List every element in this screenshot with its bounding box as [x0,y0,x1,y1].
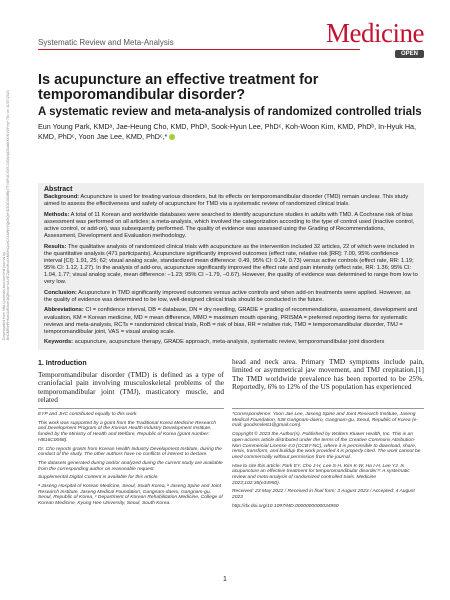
paper-subtitle: A systematic review and meta-analysis of randomized controlled trials [38,106,422,118]
open-access-badge: OPEN [395,50,424,58]
abstract-abbreviations [44,307,418,335]
intro-text-left: Temporomandibular disorder (TMD) is defined as a type of craniofacial pain involving musculoskeletal problems of the temporomandibular joint (TMJ), masticatory muscle, and related [38,370,224,405]
abstract-box [38,183,424,350]
journal-logo: Medicine [326,18,424,48]
footnote: Dr. Cho reports grants from Korean Health Industry Development Institute, during the conduct of the study. The other authors have no conflicts of interest to declare. [38,446,222,458]
abstract-keywords [44,339,418,346]
footnotes-right [232,412,424,513]
download-side-note: Downloaded from http://journals.lww.com/md-journal by BhDMf5ePHKav1zEoum1tQfN4a+kJLhEZgbsIHo4XMi0hCywCX1AWnYQp/IlQrHD3i3D0OdRyi7TvSFl4Cf3VC4/OAVpDDa8KKGKV0Ymy+78= on 11/07/2023 [2,90,11,340]
intro-right-column [232,357,424,392]
footnotes-left [38,412,224,510]
citation-note: How to cite this article: Park EY, Cho J-H, Lee S-H, Kim K-W, Ha I-H, Lee YJ. Is acupuncture an effective treatment for temporomandibular disorder?: A systematic review and meta-analysis of randomized controlled trials. Medicine 2023;102:38(e34950). [232,463,410,486]
footnote: EYP and JHC contributed equally to this work. [38,412,138,417]
methods-label: Methods: [44,211,70,218]
title-block [38,73,424,142]
dates-note: Received: 23 May 2022 / Received in final form: 3 August 2023 / Accepted: 4 August 2023 [232,489,415,501]
abstract-conclusion [44,290,418,304]
keywords-text: acupuncture, acupuncture therapy, GRADE approach, meta-analysis, systematic review, temporomandibular joint disorders [74,339,385,346]
background-label: Background: [44,194,80,201]
footnote: This work was supported by a grant from the Traditional Korea Medicine Research and Development Program of the Korean Health Industry Development Institute, funded by the Ministry of Health and Welfare, Republic of Korea (grant number: HB16C0058). [38,420,216,443]
abstract-background [44,194,418,208]
authors-text: Eun Young Park, KMDᵃ, Jae-Heung Cho, KMD, PhDᵇ, Sook-Hyun Lee, PhDᶜ, Koh-Woon Kim, KMD, PhDᵇ, In-Hyuk Ha, KMD, PhDᶜ, Yoon Jae Lee, KMD, PhDᶜ,* [38,122,417,141]
background-text: Acupuncture is used for treating various disorders, but its effects on temporomandibular disorder (TMD) remain unclear. This study aimed to assess the effectiveness and safety of acupuncture for TMD via a systematic review of randomized clinical trials. [44,194,409,208]
correspondence-note: *Correspondence: Yoon Jae Lee, Jaseng Spine and Joint Research Institute, Jaseng Medical Foundation, 538 Gangnam-daero, Gangnam-gu, Seoul, Republic of Korea (e-mail: goodsmile81@gmail.com). [232,412,418,429]
footnote-affiliations: ᵃ Jaseng Hospital of Korean Medicine, Seoul, South Korea, ᵇ Jaseng Spine and Joint Research Institute, Jaseng Medical Foundation, Gangnam-daero, Gangnam-gu, Seoul, Republic of Korea, ᶜ Department of Korean Rehabilitation Medicine, College of Korean Medicine, Kyung Hee University, Seoul, South Korea. [38,484,223,507]
paper-title: Is acupuncture an effective treatment for temporomandibular disorder? [38,72,319,103]
results-text: The qualitative analysis of randomized clinical trials with acupuncture as the intervention included 32 articles, 22 of which were included in the quantitative analysis (471 participants). Acupuncture significantly improved outcomes (effect rate, relative risk [RR]: 7.00, 95% confidence interval [CI]: 1.91, 25; 62; visual analog scale, standardized mean difference: 0.49, 95% CI: 0.24, 0.73) versus active controls (effect rate, RR: 1.19; 95% CI: 1.12, 1.27). In the analysis of add-ons, acupuncture significantly improved the effect rate and pain intensity (effect rate, RR: 1.36; 95% CI: 1.04, 1.77; visual analog scale, mean difference: −1.23; 95% CI −1.79, −0.67). However, the quality of evidence was determined to range from low to very low. [44,243,418,286]
abbreviations-text: CI = confidence interval, DB = database, DN = dry needling, GRADE = grading of recommendations, assessment, development and evaluation, KM = Korean medicine, MD = mean difference, MMO = maximum mouth opening, PRISMA = preferred reporting items for systematic reviews and meta-analysis, RCTs = randomized clinical trials, RoB = risk of bias, RR = relative risk, TMD = temporomandibular disorder, TMJ = temporomandibular joint, VAS = visual analog scale. [44,307,418,335]
intro-text-right: head and neck area. Primary TMD symptoms include pain, limited or asymmetrical jaw movement, and TMJ crepitation.[1] The TMD worldwide prevalence has been reported to be 25%. Reportedly, 6% to 12% of the US population has experienced [232,357,424,392]
copyright-note: Copyright © 2023 the Author(s). Published by Wolters Kluwer Health, Inc. This is an open-access article distributed under the terms of the Creative Commons Attribution-Non Commercial License 4.0 (CCBY-NC), where it is permissible to download, share, remix, transform, and buildup the work provided it is properly cited. The work cannot be used commercially without permission from the journal. [232,432,421,460]
author-list [38,122,424,142]
orcid-icon[interactable] [169,134,175,140]
intro-heading: 1. Introduction [38,360,87,367]
abstract-methods [44,212,418,240]
journal-header [38,16,424,66]
header-rule [38,49,360,50]
footnote: The datasets generated during and/or analyzed during the current study are available from the corresponding author on reasonable request. [38,460,223,472]
intro-left-column [38,360,224,405]
keywords-label: Keywords: [44,339,74,346]
methods-text: A total of 11 Korean and worldwide databases were searched to identify acupuncture studies in adults with TMD. A Cochrane risk of bias assessment was performed on all articles; a meta-analysis, which involved the categorization according to the type of control used (inactive control, active control, or add-on), was subsequently performed. The quality of evidence was assessed using the Grading of Recommendations, Assessment, Development and Evaluation methodology. [44,211,415,240]
abstract-results [44,244,418,287]
footnote: Supplemental Digital Content is available for this article. [38,475,159,481]
footnote-divider-right [232,408,424,409]
abstract-heading: Abstract [44,186,73,193]
conclusion-label: Conclusion: [44,289,77,296]
page-number: 1 [223,576,227,583]
abbreviations-label: Abbreviations: [44,307,84,314]
footnote-divider-left [38,408,224,409]
results-label: Results: [44,243,67,250]
doi-link[interactable]: http://dx.doi.org/10.1097/MD.0000000000034950 [232,503,339,509]
conclusion-text: Acupuncture in TMD significantly improved outcomes versus active controls and when add-on treatments were applied. However, as the quality of evidence was determined to be low, well-designed clinical trials should be conducted in the future. [44,289,411,303]
section-label: Systematic Review and Meta-Analysis [38,38,174,47]
